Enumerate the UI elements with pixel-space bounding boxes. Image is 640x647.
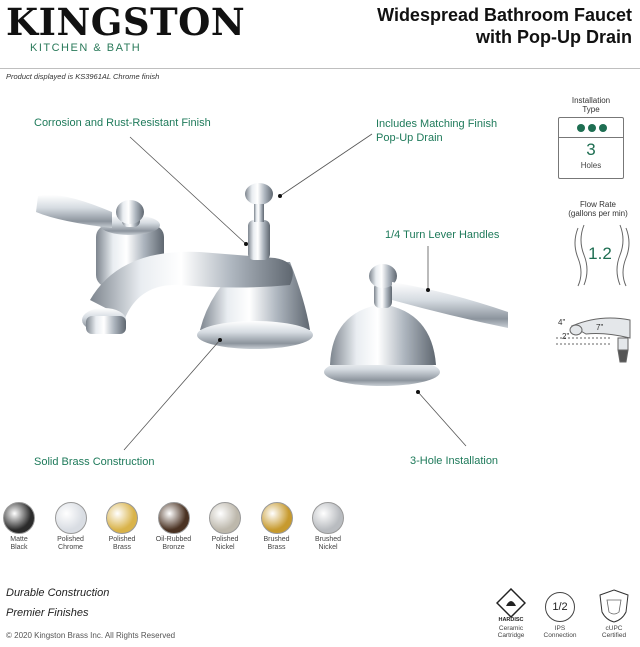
cartridge-label [487,625,535,639]
finish-label-line2: Chrome [58,544,83,551]
product-title-line2: with Pop-Up Drain [476,27,632,47]
dimension-height: 4" [558,318,566,327]
ips-badge: 1/2 [545,592,575,622]
finish-swatch [209,502,241,534]
brand-logo: KINGSTON [6,0,246,44]
bottom-line2: Premier Finishes [6,607,89,619]
finish-label [0,536,44,552]
right-handle [324,264,508,386]
holes-label: Holes [580,161,602,170]
finish-label [303,536,353,552]
cupc-shield-icon [598,588,630,624]
finish-swatch [106,502,138,534]
finish-label [97,536,147,552]
finish-label-line1: Brushed [263,536,290,543]
finish-label [46,536,96,552]
finish-label-line1: Polished [211,536,239,543]
finish-label [200,536,250,552]
brand-tagline: KITCHEN & BATH [30,42,142,54]
finish-swatch [3,502,35,534]
finish-swatch [261,502,293,534]
callout-brass: Solid Brass Construction [34,456,155,468]
finish-label-line1: Oil-Rubbed [155,536,192,543]
callout-corrosion: Corrosion and Rust-Resistant Finish [34,117,211,129]
callout-install: 3-Hole Installation [410,455,499,467]
ips-label-line1: IPS [554,625,566,632]
cartridge-label-line1: Ceramic [498,625,524,632]
holes-dots [559,118,623,138]
finish-label-line2: Brass [113,544,131,551]
cartridge-label-line2: Cartridge [497,632,525,639]
finish-label-line1: Matte [10,536,28,543]
callout-handles: 1/4 Turn Lever Handles [385,229,500,241]
installation-holes-card [558,117,624,179]
cupc-label [590,625,638,639]
finish-label-line2: Bronze [162,544,185,551]
ips-label [536,625,584,639]
callout-drain-line2: Pop-Up Drain [376,132,443,144]
hole-dot [577,124,585,132]
finish-label [252,536,302,552]
flow-title-line1: Flow Rate [579,200,616,209]
finish-label-line2: Black [10,544,28,551]
finish-label-line1: Brushed [314,536,342,543]
dimension-base: 2" [562,332,570,341]
flow-value: 1.2 [588,244,612,263]
finish-swatch [312,502,344,534]
installation-title [556,96,626,114]
finish-label-line2: Brass [267,544,286,551]
finish-label-line1: Polished [108,536,136,543]
holes-count: 3 [586,140,596,159]
dimension-reach: 7" [596,323,604,332]
finish-label [149,536,199,552]
cupc-label-line2: Certified [601,632,627,639]
bottom-line1: Durable Construction [6,587,110,599]
product-note: Product displayed is KS3961AL Chrome finish [6,72,160,81]
installation-title-line2: Type [582,105,600,114]
finish-swatch [158,502,190,534]
callout-drain-line1: Includes Matching Finish [376,118,498,130]
ceramic-cartridge-icon [496,588,526,618]
copyright: © 2020 Kingston Brass Inc. All Rights Reserved [6,631,176,640]
flow-title-line2: (gallons per min) [568,209,628,218]
finish-swatch [55,502,87,534]
ips-label-line2: Connection [543,632,577,639]
finish-label-line2: Nickel [215,544,235,551]
flow-title [556,200,640,218]
product-title-line1: Widespread Bathroom Faucet [377,5,632,25]
cartridge-logo-text: HARDISC [498,617,524,623]
cupc-label-line1: cUPC [605,625,623,632]
installation-title-line1: Installation [571,96,611,105]
finish-label-line1: Polished [57,536,84,543]
hole-dot [588,124,596,132]
hole-dot [599,124,607,132]
finish-label-line2: Nickel [318,544,338,551]
callout-drain [376,117,497,145]
